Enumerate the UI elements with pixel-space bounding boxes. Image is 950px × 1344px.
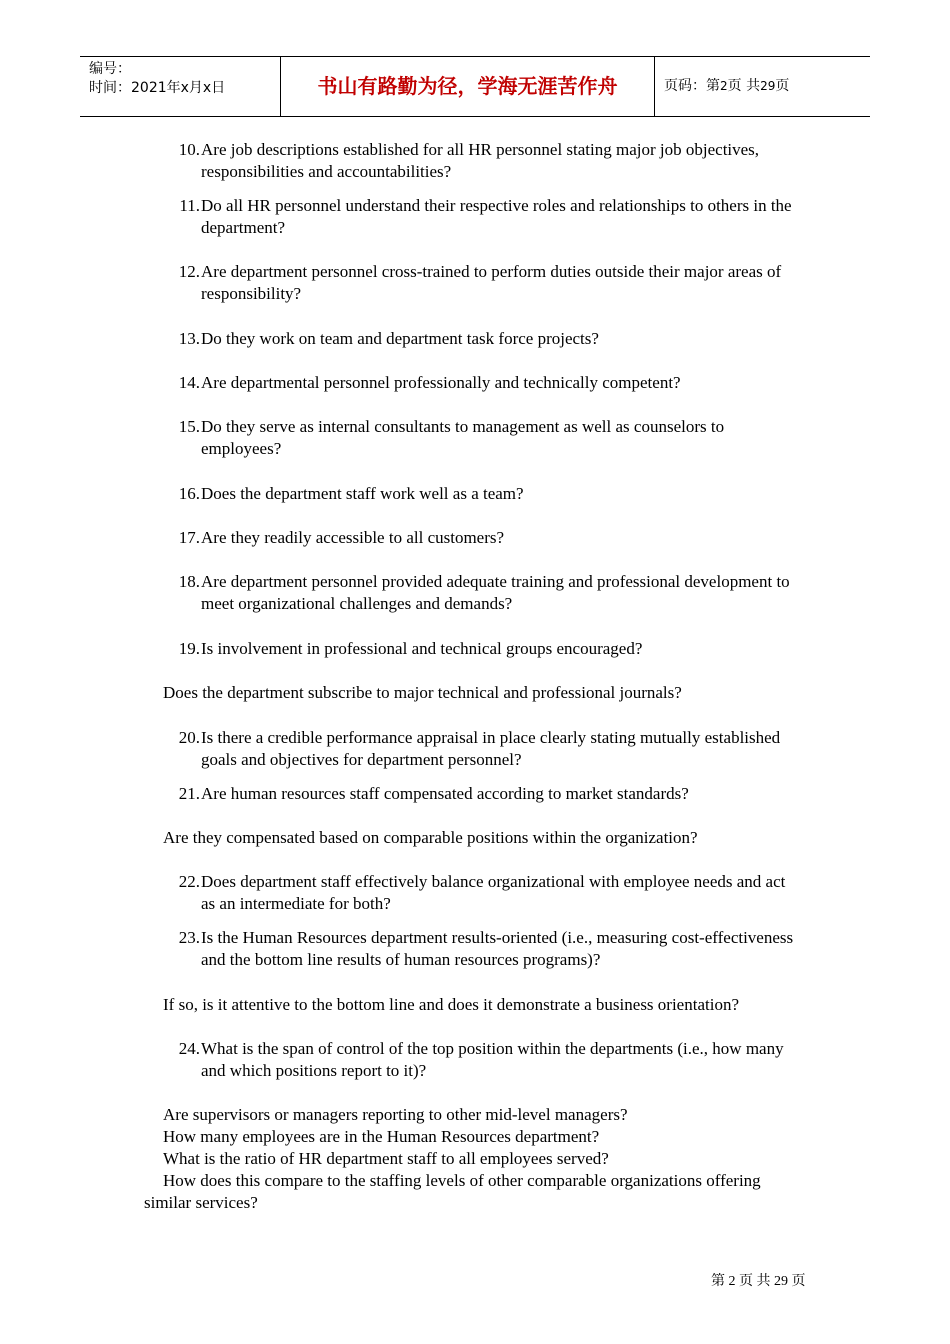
question-item <box>163 483 803 505</box>
question-text: Are job descriptions established for all HR personnel stating major job objectives, responsibilities and accountabilities? <box>201 140 760 181</box>
question-text: Is there a credible performance appraisal in place clearly stating mutually established goals and objectives for department personnel? <box>201 728 781 769</box>
question-text: Are they readily accessible to all customers? <box>201 528 505 547</box>
question-item <box>163 261 803 305</box>
question-number: 21. <box>178 784 200 803</box>
question-text: Do they work on team and department task force projects? <box>201 329 599 348</box>
question-number: 14. <box>178 373 200 392</box>
body-paragraph: What is the ratio of HR department staff to all employees served? <box>163 1149 609 1168</box>
footer-current: 2 <box>728 1274 736 1289</box>
question-item <box>163 527 803 549</box>
question-text: Is involvement in professional and technical groups encouraged? <box>201 639 643 658</box>
question-item <box>163 328 803 350</box>
question-item <box>163 871 803 915</box>
question-number: 23. <box>178 928 200 947</box>
question-number: 11. <box>179 196 200 215</box>
question-text: Does department staff effectively balance organizational with employee needs and act as an intermediate for both? <box>201 872 786 913</box>
page-suffix: 页 <box>775 78 790 94</box>
page-total: 29 <box>760 79 776 93</box>
question-item <box>163 727 803 771</box>
question-number: 19. <box>178 639 200 658</box>
question-number: 22. <box>178 872 200 891</box>
question-number: 15. <box>178 417 200 436</box>
question-number: 13. <box>178 329 200 348</box>
body-paragraph: How does this compare to the staffing levels of other comparable organizations offering similar services? <box>144 1171 761 1212</box>
number-label: 编号： <box>89 61 131 77</box>
question-item <box>163 372 803 394</box>
document-header <box>80 56 870 117</box>
question-text: Does the department staff work well as a team? <box>201 484 524 503</box>
question-text: Are department personnel cross-trained to perform duties outside their major areas of responsibility? <box>201 262 782 303</box>
question-number: 20. <box>178 728 200 747</box>
question-item <box>163 139 803 183</box>
page-prefix: 页码：第 <box>664 78 720 94</box>
question-text: What is the span of control of the top position within the departments (i.e., how many and which positions report to it)? <box>201 1039 784 1080</box>
question-item <box>163 638 803 660</box>
body-paragraph: If so, is it attentive to the bottom line and does it demonstrate a business orientation? <box>163 995 739 1014</box>
page-mid: 页 共 <box>727 78 761 94</box>
body-paragraph: Are supervisors or managers reporting to other mid-level managers? <box>163 1105 628 1124</box>
question-number: 17. <box>178 528 200 547</box>
question-text: Are department personnel provided adequate training and professional development to meet organizational challenges and demands? <box>201 572 790 613</box>
question-text: Do all HR personnel understand their respective roles and relationships to others in the department? <box>201 196 792 237</box>
footer-prefix: 第 <box>711 1274 725 1289</box>
body-paragraph: Does the department subscribe to major technical and professional journals? <box>163 683 682 702</box>
question-item <box>163 195 803 239</box>
footer-total: 29 <box>774 1274 788 1289</box>
question-number: 12. <box>178 262 200 281</box>
question-text: Are human resources staff compensated according to market standards? <box>201 784 689 803</box>
footer-mid: 页 共 <box>739 1274 771 1289</box>
header-motto: 书山有路勤为径，学海无涯苦作舟 <box>281 57 655 116</box>
header-meta <box>80 57 281 116</box>
question-number: 10. <box>178 140 200 159</box>
question-number: 24. <box>178 1039 200 1058</box>
question-text: Are departmental personnel professionally and technically competent? <box>201 373 681 392</box>
question-item <box>163 1038 803 1082</box>
page-current: 2 <box>720 79 728 93</box>
footer-suffix: 页 <box>791 1274 806 1289</box>
question-number: 16. <box>178 484 200 503</box>
page-footer <box>711 1270 806 1290</box>
header-page-number <box>655 57 870 116</box>
question-item <box>163 783 803 805</box>
body-paragraph: Are they compensated based on comparable positions within the organization? <box>163 828 698 847</box>
body-paragraph: How many employees are in the Human Resources department? <box>163 1127 600 1146</box>
question-text: Is the Human Resources department results-oriented (i.e., measuring cost-effectiveness and the bottom line results of human resources programs)? <box>201 928 794 969</box>
question-number: 18. <box>178 572 200 591</box>
question-item <box>163 927 803 971</box>
question-item <box>163 416 803 460</box>
question-text: Do they serve as internal consultants to management as well as counselors to employees? <box>201 417 725 458</box>
question-item <box>163 571 803 615</box>
time-label: 时间：2021年x月x日 <box>89 80 226 96</box>
